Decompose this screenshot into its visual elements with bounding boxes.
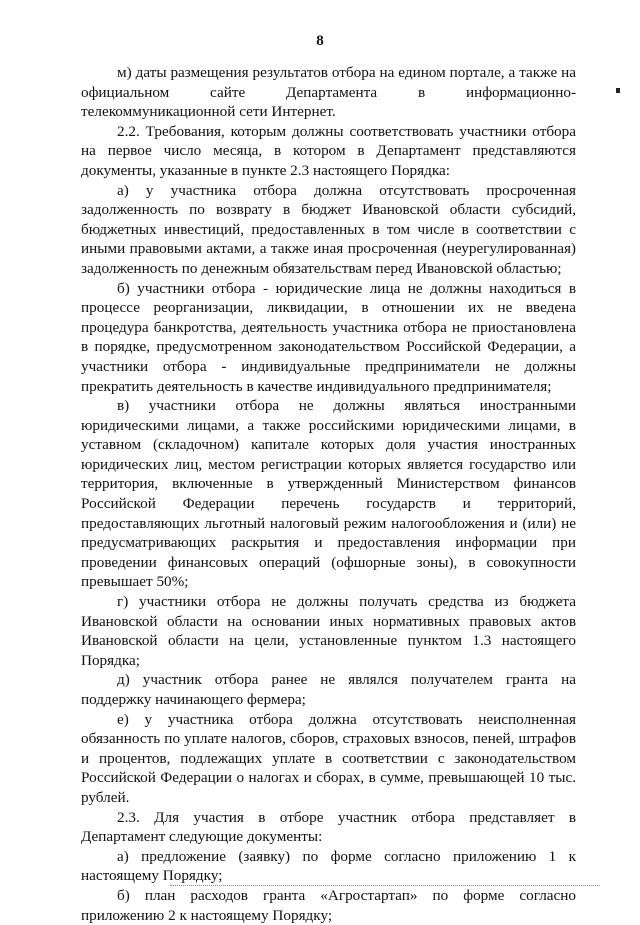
paragraph-v-no-foreign-entities: в) участники отбора не должны являться иностранными юридическими лицами, а также российскими юридическими лицами, в уставном (складочном) капитале которых доля участия иностранных юридических лиц, местом регистрации которых является государство или территория, включенные в утвержденный Министерством финансов Российской Федерации перечень государств и территорий, предоставляющих льготный налоговый режим налогообложения и (или) не предусматривающих раскрытия и предоставления информации при проведении финансовых операций (офшорные зоны), в совокупности превышает 50%;: [81, 397, 576, 591]
paragraph-e-no-tax-arrears: е) у участника отбора должна отсутствовать неисполненная обязанность по уплате налогов, сборов, страховых взносов, пеней, штрафов и процентов, подлежащих уплате в соответствии с законодательством Российской Федерации о налогах и сборах, в сумме, превышающей 10 тыс. рублей.: [81, 710, 576, 806]
paragraph-a-no-overdue-debt: а) у участника отбора должна отсутствовать просроченная задолженность по возврату в бюджет Ивановской области субсидий, бюджетных инвестиций, предоставленных в том числе в соответствии с иными правовыми актами, а также иная просроченная (неурегулированная) задолженность по денежным обязательствам перед Ивановской областью;: [81, 181, 576, 277]
paragraph-2-3-documents: 2.3. Для участия в отборе участник отбора представляет в Департамент следующие документы:: [81, 808, 576, 846]
paragraph-d-not-previous-grantee: д) участник отбора ранее не являлся получателем гранта на поддержку начинающего фермера;: [81, 671, 576, 708]
document-body: [81, 63, 576, 925]
scan-artifact-line: [170, 885, 600, 887]
page-number: 8: [316, 33, 324, 49]
paragraph-2-2-requirements: 2.2. Требования, которым должны соответствовать участники отбора на первое число месяца, в котором в Департамент представляются документы, указанные в пункте 2.3 настоящего Порядка:: [81, 122, 576, 179]
paragraph-b-no-reorganization: б) участники отбора - юридические лица не должны находиться в процессе реорганизации, ликвидации, в отношении их не введена процедура банкротства, деятельность участника отбора не приостановлена в порядке, предусмотренном законодательством Российской Федерации, а участники отбора - индивидуальные предприниматели не должны прекратить деятельность в качестве индивидуального предпринимателя;: [81, 279, 576, 395]
scan-edge-mark: [616, 88, 620, 93]
paragraph-a-application-form: а) предложение (заявку) по форме согласно приложению 1 к настоящему Порядку;: [81, 847, 576, 885]
paragraph-b-expense-plan: б) план расходов гранта «Агростартап» по форме согласно приложению 2 к настоящему Порядку;: [81, 886, 576, 924]
paragraph-g-no-other-budget-funds: г) участники отбора не должны получать средства из бюджета Ивановской области на основании иных нормативных правовых актов Ивановской области на цели, установленные пунктом 1.3 настоящего Порядка;: [81, 593, 576, 669]
paragraph-m-results-publication: м) даты размещения результатов отбора на едином портале, а также на официальном сайте Департамента в информационно-телекоммуникационной сети Интернет.: [81, 64, 576, 121]
